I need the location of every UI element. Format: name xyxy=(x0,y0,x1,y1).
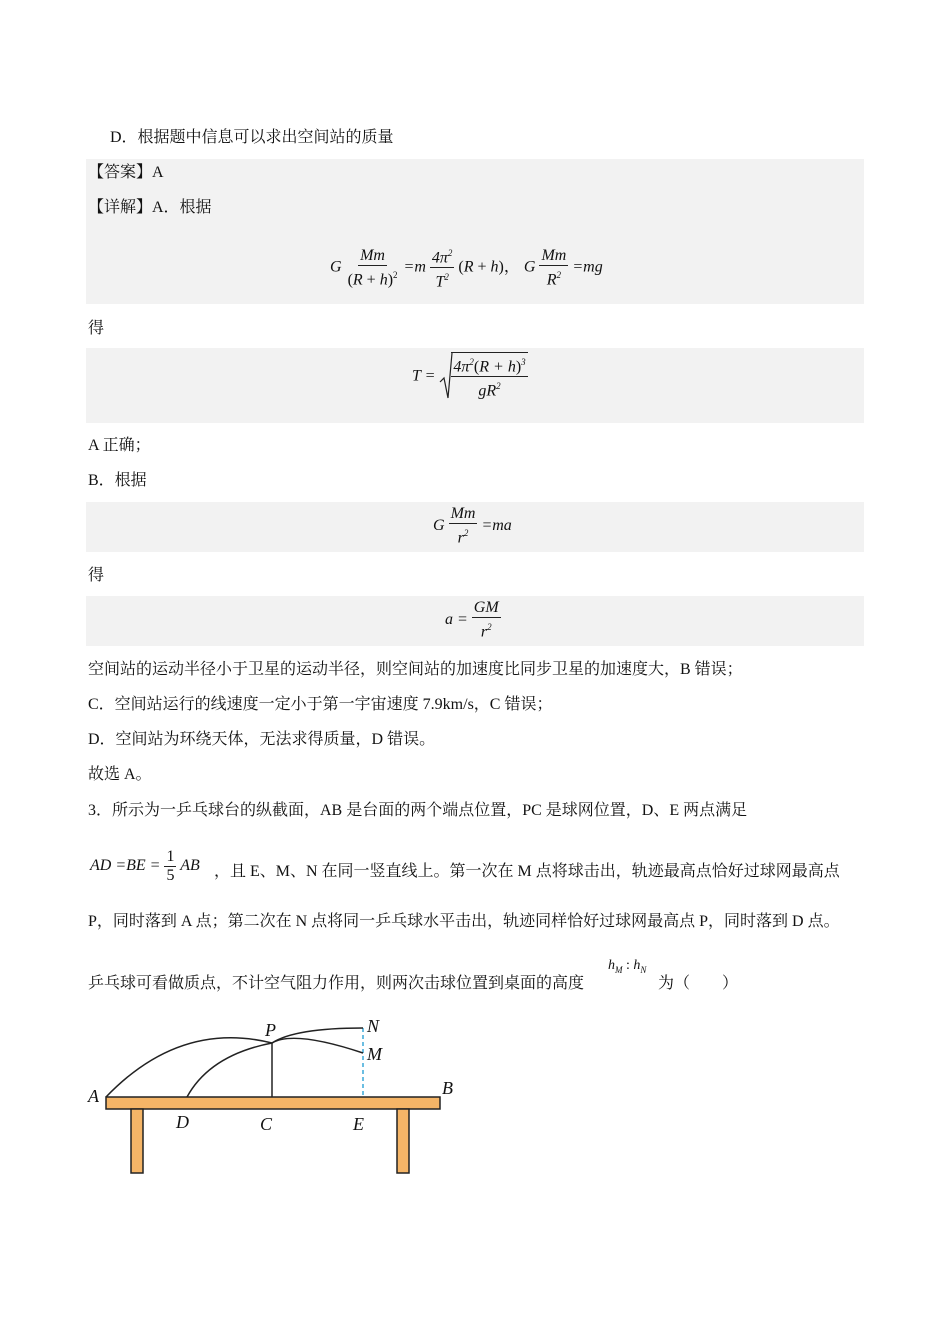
label-e: E xyxy=(353,1114,364,1134)
q3-line-2: ，且 E、M、N 在同一竖直线上。第一次在 M 点将球击出，轨迹最高点恰好过球网最高点 xyxy=(214,863,840,880)
label-b: B xyxy=(442,1078,453,1098)
b-conclusion: 空间站的运动半径小于卫星的运动半径，则空间站的加速度比同步卫星的加速度大，B 错误； xyxy=(88,661,743,678)
de-text-1: 得 xyxy=(88,320,105,337)
option-d: D．根据题中信息可以求出空间站的质量 xyxy=(110,129,394,146)
table-top xyxy=(106,1097,440,1109)
ping-pong-table-diagram xyxy=(80,1010,480,1185)
table-leg-left xyxy=(131,1109,143,1173)
ratio-condition: AD =BE = $\frac{1}{5}$ AB xyxy=(90,848,200,884)
q3-line-4: 乒乓球可看做质点，不计空气阻力作用，则两次击球位置到桌面的高度 xyxy=(88,975,585,992)
label-c: C xyxy=(260,1114,273,1134)
height-ratio: $h_M$ : $h_N$ xyxy=(608,958,647,975)
choose-text: 故选 A。 xyxy=(88,766,152,783)
q3-line-4-tail: 为（ ） xyxy=(658,975,739,992)
formula-gravitation-orbit: G $\frac{Mm}{(R + h)^2}$ =m $\frac{4\pi^2}{T^2}$ (R + h)， G $\frac{Mm}{R^2}$ =mg xyxy=(330,244,603,292)
b-basis: B．根据 xyxy=(88,472,147,489)
label-p: P xyxy=(265,1020,276,1040)
formula-period: T = $\frac{4\pi^2(R + h)^3}{gR^2}$ xyxy=(412,352,528,401)
label-d: D xyxy=(176,1112,189,1132)
formula-acceleration: G $\frac{Mm}{r^2}$ =ma xyxy=(433,505,512,547)
q3-line-3: P，同时落到 A 点；第二次在 N 点将同一乒乓球水平击出，轨迹同样恰好过球网最高点 P，同时落到 D 点。 xyxy=(88,913,840,930)
label-n: N xyxy=(367,1016,380,1036)
q3-line-1: 3．所示为一乒乓球台的纵截面，AB 是台面的两个端点位置，PC 是球网位置，D、E 两点满足 xyxy=(88,802,748,819)
trajectory-m-to-a xyxy=(106,1038,363,1097)
a-correct: A 正确； xyxy=(88,437,151,454)
c-text: C．空间站运行的线速度一定小于第一宇宙速度 7.9km/s，C 错误； xyxy=(88,696,553,713)
d-text: D．空间站为环绕天体，无法求得质量，D 错误。 xyxy=(88,731,436,748)
label-a: A xyxy=(88,1086,99,1106)
formula-a: a = $\frac{GM}{r^2}$ xyxy=(445,599,499,641)
label-m: M xyxy=(367,1044,382,1064)
de-text-2: 得 xyxy=(88,567,105,584)
detail-label: 【详解】A．根据 xyxy=(88,199,212,216)
answer-label: 【答案】A xyxy=(88,164,164,181)
table-leg-right xyxy=(397,1109,409,1173)
